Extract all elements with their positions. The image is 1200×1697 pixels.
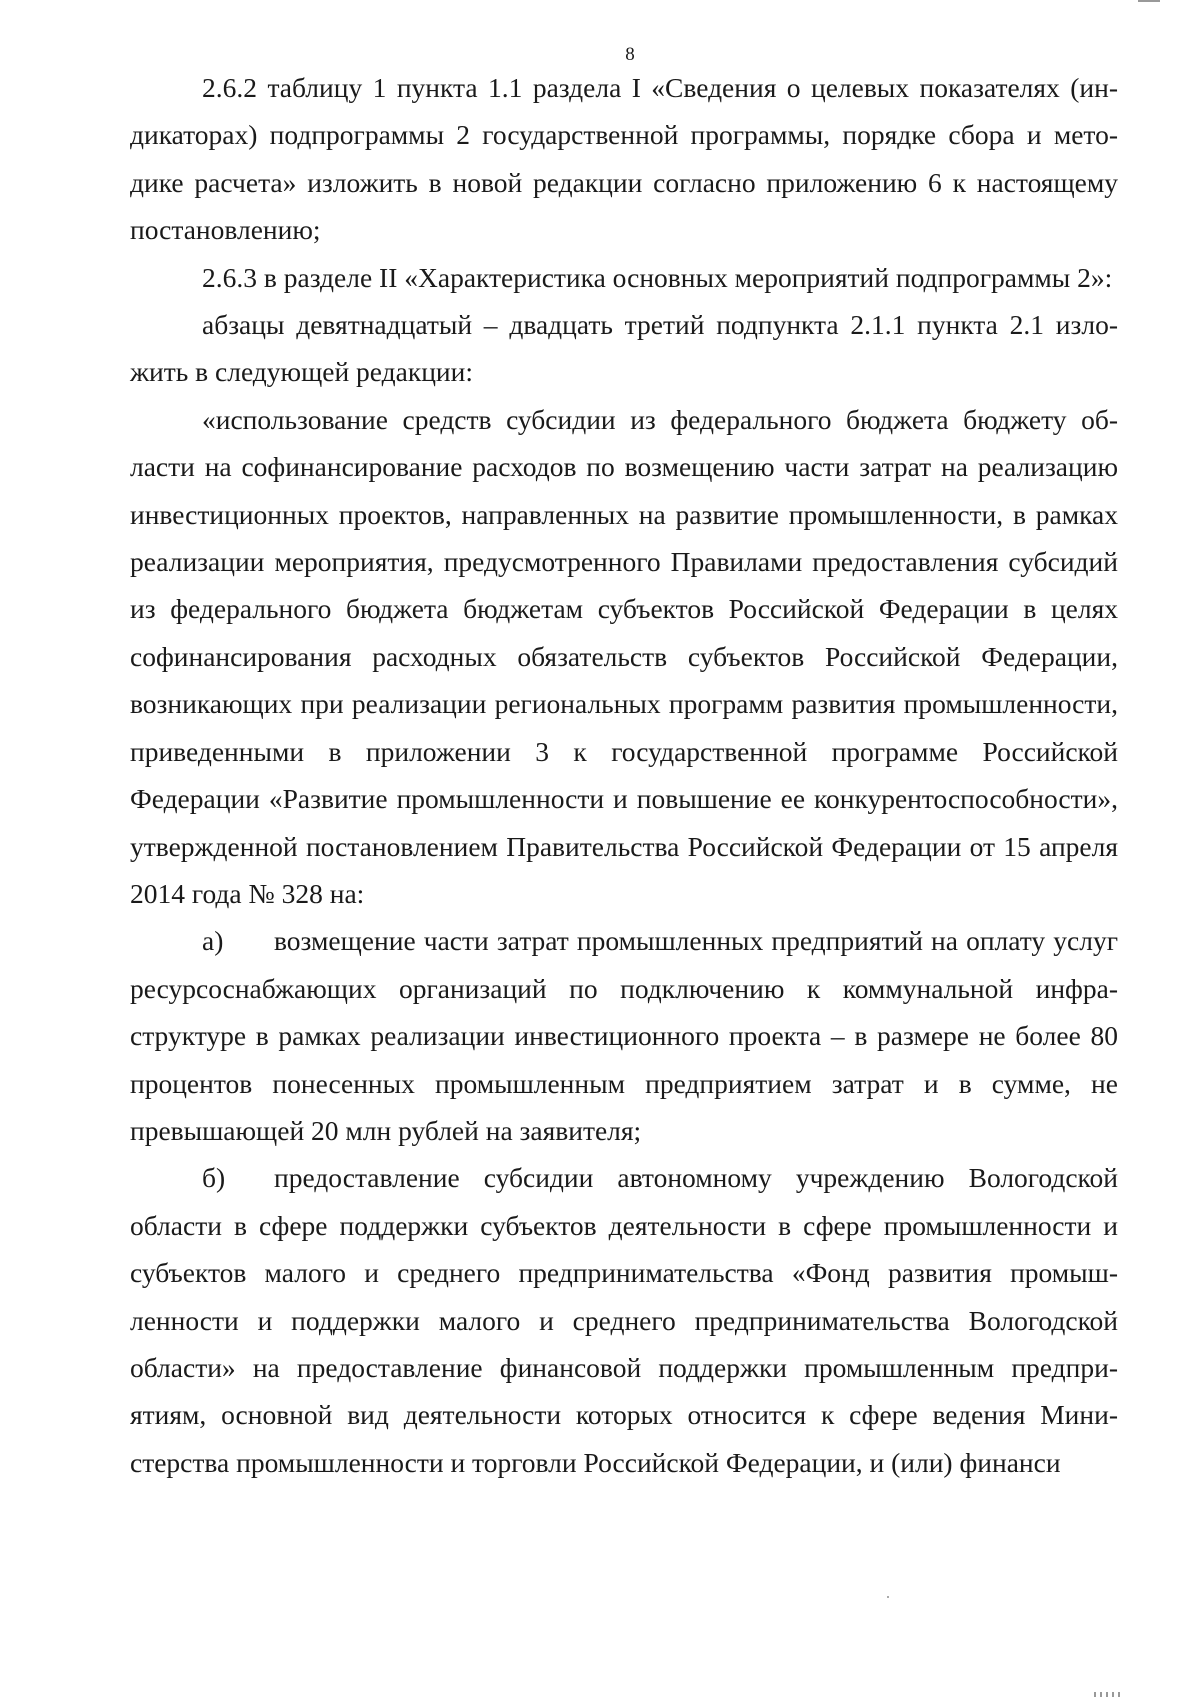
paragraph-2-6-2: 2.6.2 таблицу 1 пункта 1.1 раздела I «Сведения о целевых показателях (индикаторах) подпрограммы 2 государственной программы, порядке сбора и методике расчета» изложить в новой редакции согласно приложению 6 к настоящему постановлению; xyxy=(130,72,1118,246)
list-item-b-text: предоставление субсидии автономному учреждению Вологодской области в сфере поддержки субъектов деятельности в сфере промышленности и субъектов малого и среднего предпринимательства «Фонд развития промышленности и поддержки малого и среднего предпринимательства Вологодской области» на предоставление финансовой поддержки промышленным предприятиям, основной вид деятельности которых относится к сфере ведения Министерства промышленности и торговли Российской Федерации, и (или) финанси xyxy=(130,1162,1118,1478)
page-number: 8 xyxy=(625,44,635,65)
list-item-a-text: возмещение части затрат промышленных предприятий на оплату услуг ресурсоснабжающих организаций по подключению к коммунальной инфраструктуре в рамках реализации инвестиционного проекта – в размере не более 80 процентов понесенных промышленным предприятием затрат и в сумме, не превышающей 20 млн рублей на заявителя; xyxy=(130,925,1118,1146)
list-item-a xyxy=(130,917,1118,1154)
paragraph-2-6-3: 2.6.3 в разделе II «Характеристика основных мероприятий подпрограммы 2»: xyxy=(202,261,1113,293)
paragraph-quoted-text: «использование средств субсидии из федерального бюджета бюджету области на софинансирование расходов по возмещению части затрат на реализацию инвестиционных проектов, направленных на развитие промышленности, в рамках реализации мероприятия, предусмотренного Правилами предоставления субсидий из федерального бюджета бюджетам субъектов Российской Федерации в целях софинансирования расходных обязательств субъектов Российской Федерации, возникающих при реализации региональных программ развития промышленности, приведенными в приложении 3 к государственной программе Российской Федерации «Развитие промышленности и повышение ее конкурентоспособности», утвержденной постановлением Правительства Российской Федерации от 15 апреля 2014 года № 328 на: xyxy=(130,403,1118,909)
scan-artifact-dot xyxy=(887,1596,889,1598)
document-body xyxy=(130,64,1118,1486)
list-marker-a: а) xyxy=(202,925,224,957)
scan-artifact-bottom xyxy=(1094,1692,1120,1697)
paragraph-abzatsy: абзацы девятнадцатый – двадцать третий подпункта 2.1.1 пункта 2.1 изложить в следующей редакции: xyxy=(130,309,1118,388)
list-marker-b: б) xyxy=(202,1162,226,1194)
scan-artifact-top xyxy=(1138,0,1160,2)
list-item-b xyxy=(130,1154,1118,1486)
